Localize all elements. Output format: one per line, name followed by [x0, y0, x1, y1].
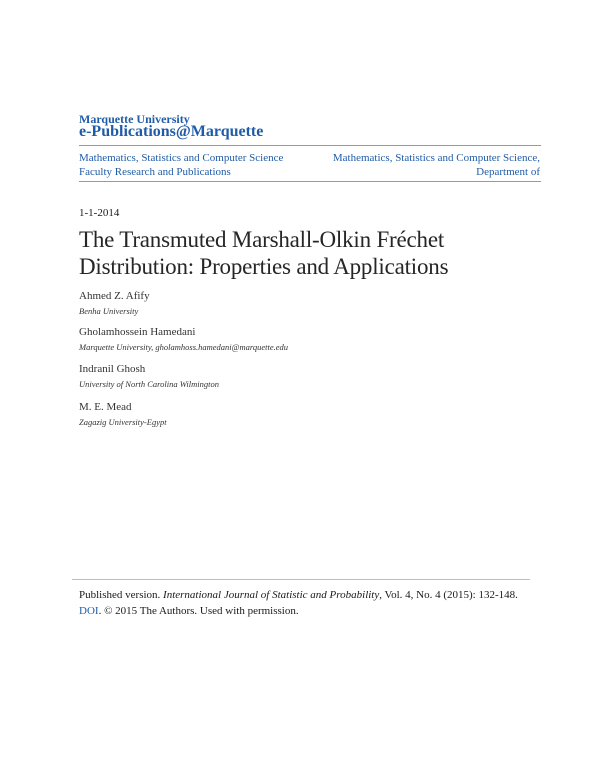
citation-details: , Vol. 4, No. 4 (2015): 132-148. — [379, 589, 518, 601]
footer-divider — [72, 579, 530, 580]
series-link-faculty-research[interactable] — [79, 151, 283, 179]
author-affiliation: University of North Carolina Wilmington — [79, 379, 219, 389]
publication-date: 1-1-2014 — [79, 207, 120, 219]
series-link-department[interactable] — [333, 151, 540, 179]
series-left-line2: Faculty Research and Publications — [79, 166, 231, 178]
citation-prefix: Published version. — [79, 589, 161, 601]
author-name: M. E. Mead — [79, 401, 132, 413]
title-line-2: Distribution: Properties and Applications — [79, 254, 449, 279]
paper-title — [79, 226, 549, 280]
citation-journal: International Journal of Statistic and Probability — [163, 589, 380, 601]
title-line-1: The Transmuted Marshall-Olkin Fréchet — [79, 227, 445, 252]
author-name: Ahmed Z. Afify — [79, 290, 150, 302]
series-left-line1: Mathematics, Statistics and Computer Science — [79, 152, 284, 164]
citation-note — [79, 587, 539, 619]
series-right-line1: Mathematics, Statistics and Computer Science, — [332, 152, 540, 164]
institution-name[interactable]: Marquette University — [79, 112, 190, 126]
doi-link[interactable]: DOI — [79, 605, 99, 617]
series-right-line2: Department of — [476, 166, 540, 178]
author-name: Gholamhossein Hamedani — [79, 326, 196, 338]
author-affiliation: Benha University — [79, 306, 139, 316]
author-name: Indranil Ghosh — [79, 363, 146, 375]
author-affiliation: Zagazig University-Egypt — [79, 417, 167, 427]
series-divider — [79, 181, 541, 182]
repository-name[interactable]: e-Publications@Marquette — [79, 123, 264, 140]
header-divider — [79, 145, 541, 146]
author-affiliation: Marquette University, gholamhoss.hamedani@marquette.edu — [79, 342, 289, 352]
citation-rights: . © 2015 The Authors. Used with permission. — [98, 605, 299, 617]
